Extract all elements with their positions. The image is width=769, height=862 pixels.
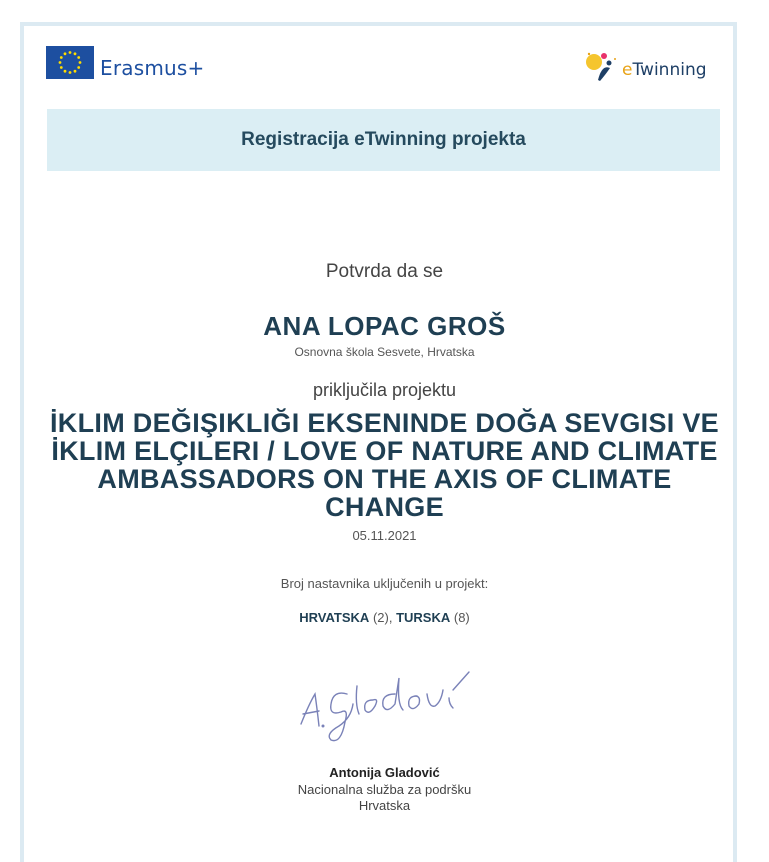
handwritten-signature [295,664,475,759]
etwinning-logo [584,50,707,86]
project-title: İKLIM DEĞIŞIKLIĞI EKSENINDE DOĞA SEVGISI VE İKLIM ELÇILERI / LOVE OF NATURE AND CLIMATE AMBASSADORS ON THE AXIS OF CLIMATE CHANGE [50,408,719,522]
eu-flag-icon [46,46,94,79]
country-separator: , [388,610,397,625]
certificate-banner: Registracija eTwinning projekta [47,109,720,171]
country-count: (2) [372,610,389,625]
country-name: TURSKA [396,610,451,625]
recipient-name: ANA LOPAC GROŠ [263,311,506,341]
erasmus-logo-text: Erasmus+ [100,55,205,80]
signer-country: Hrvatska [358,798,411,813]
etwinning-figure-icon [584,50,620,86]
joined-text: priključila projektu [312,380,457,400]
recipient-school: Osnovna škola Sesvete, Hrvatska [294,345,475,359]
erasmus-logo [46,46,204,79]
country-count: (8) [453,610,470,625]
signer-name: Antonija Gladović [329,765,440,780]
country-name: HRVATSKA [299,610,370,625]
signer-organization: Nacionalna služba za podršku [297,782,472,797]
confirmation-intro: Potvrda da se [325,261,444,282]
etwinning-logo-text: eTwinning [622,60,707,80]
project-date: 05.11.2021 [352,528,417,543]
country-list [0,610,769,625]
teachers-count-label: Broj nastavnika uključenih u projekt: [280,576,489,591]
